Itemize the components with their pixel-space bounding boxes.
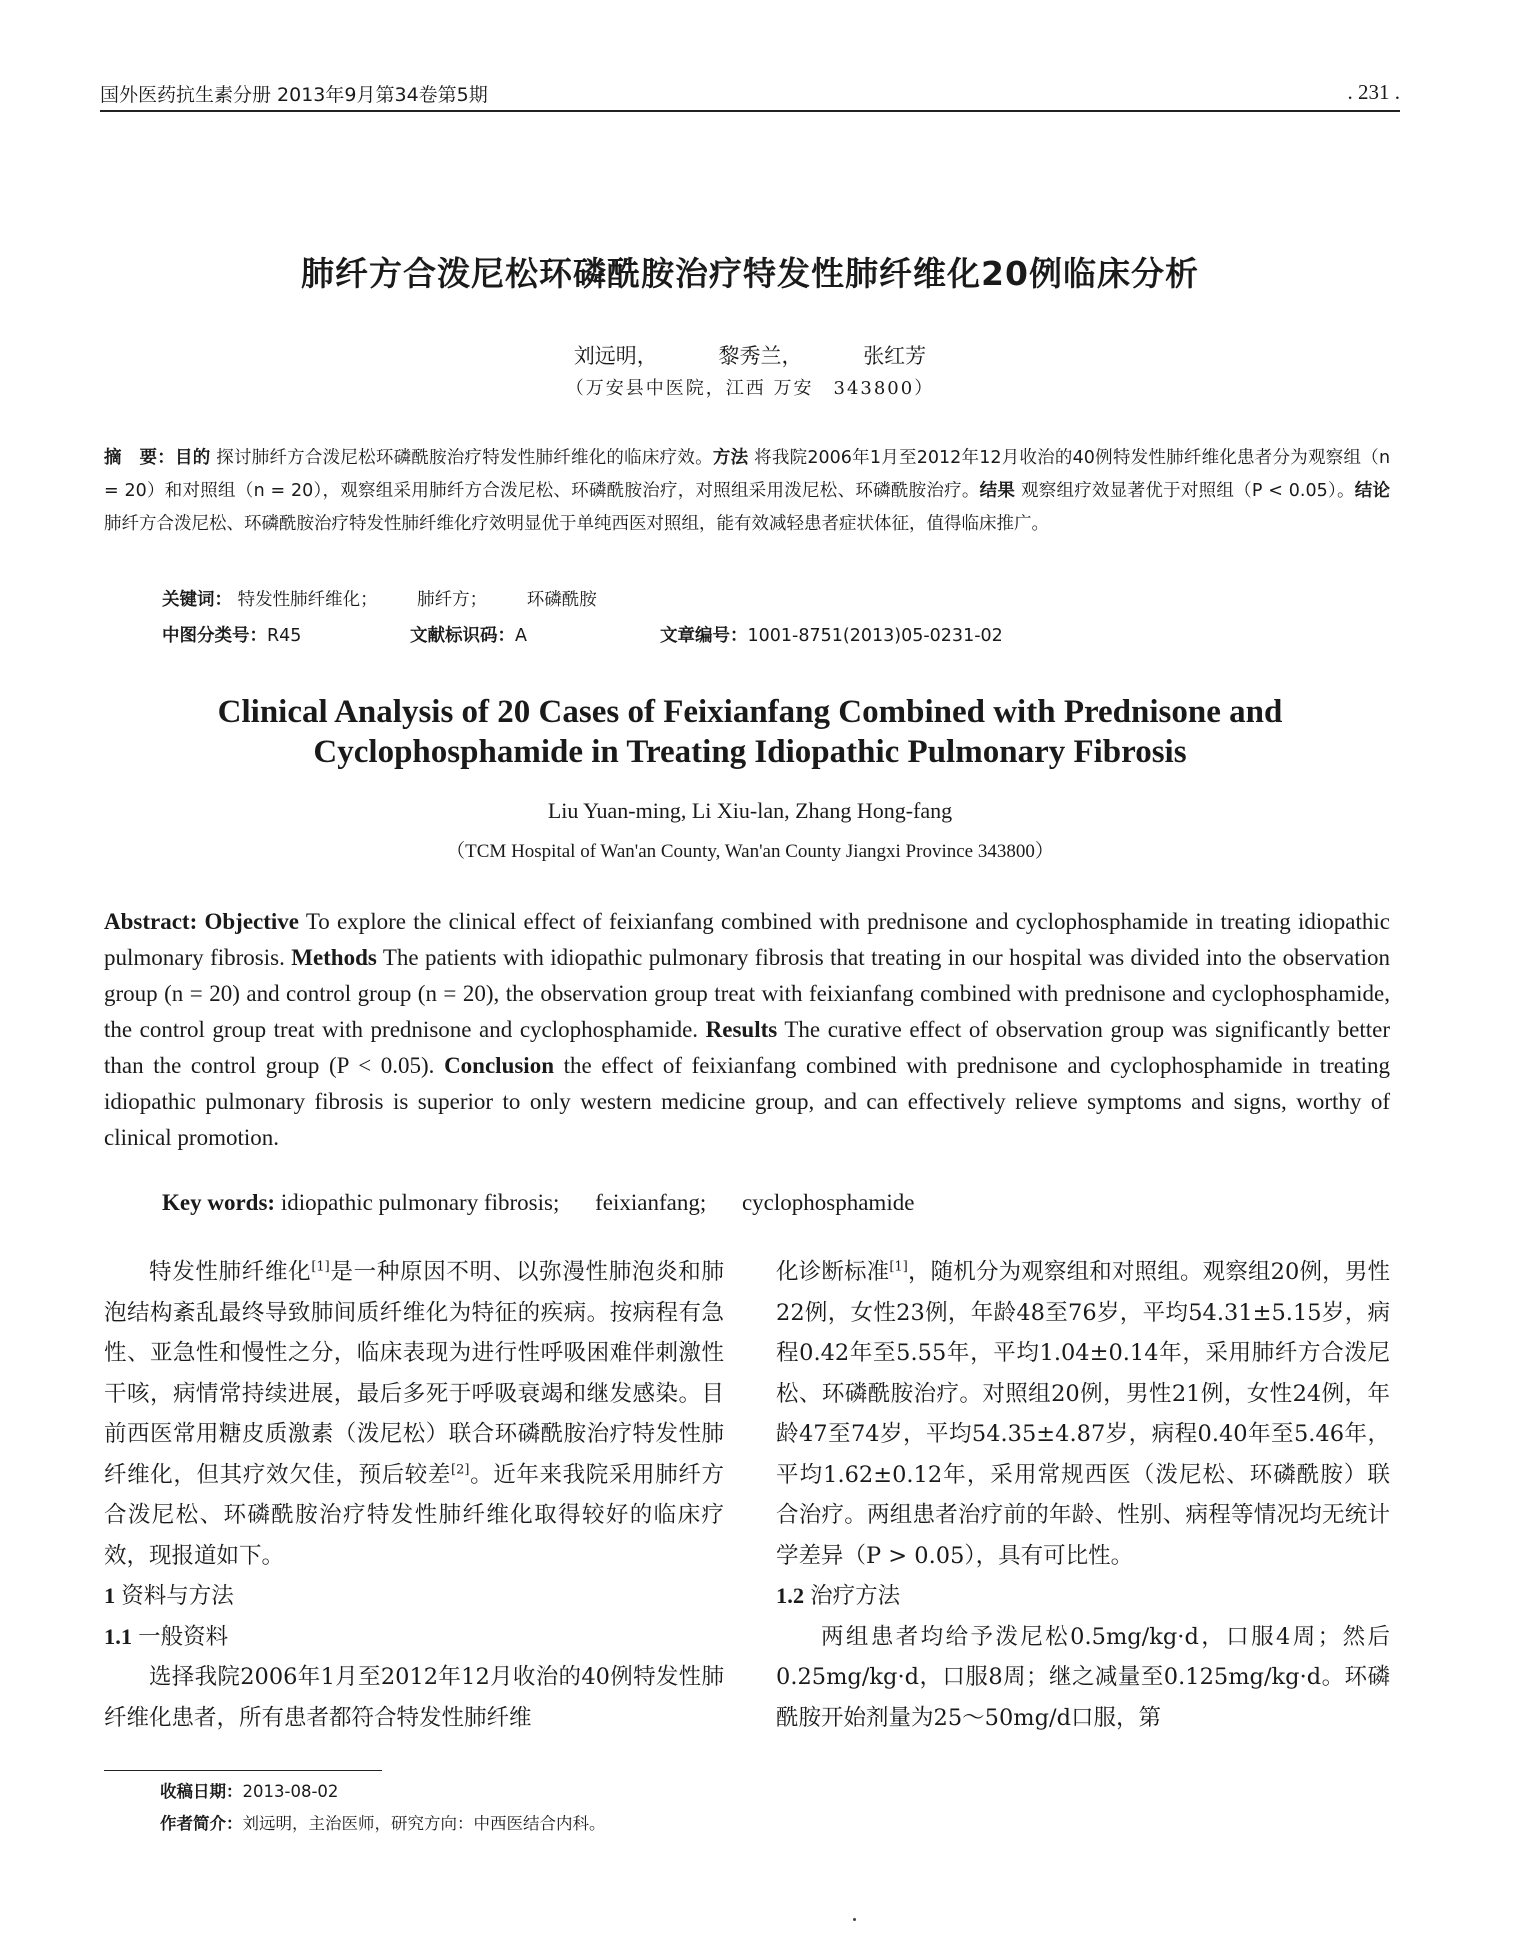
document-code: [410, 622, 527, 647]
citation-3: [1]: [889, 1259, 908, 1275]
en-results-label: Results: [705, 1017, 778, 1042]
en-conclusion-label: Conclusion: [444, 1053, 554, 1078]
results-text: 观察组疗效显著优于对照组（P < 0.05）。: [1015, 481, 1355, 501]
english-abstract: [104, 904, 1390, 1156]
english-title-line-2: Cyclophosphamide in Treating Idiopathic Pulmonary Fibrosis: [313, 734, 1187, 770]
section-1-1-paragraph: [104, 1657, 724, 1738]
intro-text-c: 。近年来我院采用肺纤方合泼尼松、环磷酰胺治疗特发性肺纤维化取得较好的临床疗效，现报道如下。: [104, 1461, 724, 1569]
section-1-1-text-a: 选择我院2006年1月至2012年12月收治的40例特发性肺纤维化患者，所有患者都符合特发性肺纤维: [104, 1664, 724, 1731]
section-1-1-continued: [776, 1252, 1390, 1576]
page-mark: [853, 1918, 856, 1921]
article-no-label: 文章编号：: [660, 626, 748, 646]
running-header: [100, 72, 1400, 112]
article-number: [660, 622, 1003, 647]
section-1-2-number: 1.2: [776, 1583, 805, 1608]
english-title-line-1: Clinical Analysis of 20 Cases of Feixianfang Combined with Prednisone and: [217, 694, 1283, 730]
methods-label: 方法: [712, 448, 749, 468]
keywords-label: 关键词：: [162, 590, 232, 610]
en-objective-text: To explore the clinical effect of feixianfang combined with prednisone and cyclophosphamide in treating idiopathic pulmonary fibrosis.: [104, 909, 1390, 970]
section-1-2-title: 治疗方法: [810, 1583, 901, 1609]
received-value: 2013-08-02: [242, 1782, 339, 1801]
en-keywords-label: Key words:: [162, 1190, 281, 1215]
author-2: 黎秀兰，: [718, 344, 803, 368]
keyword-3: 环磷酰胺: [526, 590, 597, 610]
footnote-rule: [104, 1770, 382, 1771]
author-bio-label: 作者简介：: [160, 1814, 243, 1833]
intro-paragraph: [104, 1252, 724, 1576]
chinese-abstract: [104, 442, 1390, 541]
body-column-left: [104, 1252, 724, 1738]
journal-name: 国外医药抗生素分册 2013年9月第34卷第5期: [100, 84, 488, 106]
keyword-1: 特发性肺纤维化；: [237, 590, 378, 610]
abstract-label: 摘 要：: [104, 448, 175, 468]
section-1-1-text-a-cont: 化诊断标准: [776, 1259, 890, 1285]
footnotes: [160, 1776, 1160, 1840]
intro-text-b: 是一种原因不明、以弥漫性肺泡炎和肺泡结构紊乱最终导致肺间质纤维化为特征的疾病。按病程有急性、亚急性和慢性之分，临床表现为进行性呼吸困难伴刺激性干咳，病情常持续进展，最后多死于呼吸衰竭和继发感染。目前西医常用糖皮质激素（泼尼松）联合环磷酰胺治疗特发性肺纤维化，但其疗效欠佳，预后较差: [104, 1259, 724, 1488]
author-3: 张红芳: [863, 344, 927, 368]
intro-text-a: 特发性肺纤维化: [149, 1259, 312, 1285]
english-authors: Liu Yuan-ming, Li Xiu-lan, Zhang Hong-fang: [547, 798, 953, 823]
citation-2: [2]: [451, 1462, 470, 1477]
chinese-authors: [100, 340, 1400, 370]
clc-code: [162, 622, 301, 647]
author-bio: [160, 1808, 1160, 1840]
keyword-2: 肺纤方；: [417, 590, 488, 610]
english-affiliation: （TCM Hospital of Wan'an County, Wan'an County Jiangxi Province 343800）: [446, 841, 1054, 862]
en-keyword-1: idiopathic pulmonary fibrosis;: [280, 1190, 560, 1215]
en-results-text: The curative effect of observation group was significantly better than the control group (P < 0.05).: [104, 1017, 1390, 1078]
body-column-right: [776, 1252, 1390, 1738]
doc-code-value: A: [515, 626, 527, 646]
received-label: 收稿日期：: [160, 1782, 243, 1801]
author-bio-value: 刘远明，主治医师，研究方向：中西医结合内科。: [242, 1814, 606, 1833]
section-1-1-heading: [104, 1617, 724, 1658]
section-1-2-paragraph: 两组患者均给予泼尼松0.5mg/kg·d，口服4周；然后0.25mg/kg·d，口服8周；继之减量至0.125mg/kg·d。环磷酰胺开始剂量为25～50mg/d口服，第: [776, 1623, 1390, 1731]
doc-code-label: 文献标识码：: [410, 626, 515, 646]
section-1-1-title: 一般资料: [138, 1623, 229, 1650]
clc-label: 中图分类号：: [162, 626, 267, 646]
en-objective-label: Objective: [204, 909, 300, 934]
section-1-heading: [104, 1576, 724, 1617]
chinese-affiliation: （万安县中医院，江西 万安 343800）: [565, 378, 935, 399]
author-1: 刘远明，: [573, 344, 658, 368]
chinese-keywords: [162, 586, 1392, 611]
en-keyword-3: cyclophosphamide: [741, 1190, 915, 1215]
section-1-title: 资料与方法: [121, 1583, 234, 1609]
citation-1: [1]: [311, 1259, 330, 1275]
received-date: [160, 1776, 1160, 1808]
en-keyword-2: feixianfang;: [595, 1190, 707, 1215]
en-conclusion-text: the effect of feixianfang combined with prednisone and cyclophosphamide in treating idiopathic pulmonary fibrosis is superior to only western medicine group, and can effectively relieve symptoms and signs, worthy of clinical promotion.: [104, 1053, 1390, 1150]
objective-text: 探讨肺纤方合泼尼松环磷酰胺治疗特发性肺纤维化的临床疗效。: [210, 448, 713, 468]
article-no-value: 1001-8751(2013)05-0231-02: [747, 626, 1003, 646]
en-methods-text: The patients with idiopathic pulmonary fibrosis that treating in our hospital was divided into the observation group (n = 20) and control group (n = 20), the observation group treat with feixianfang combined with prednisone and cyclophosphamide, the control group treat with prednisone and cyclophosphamide.: [104, 945, 1390, 1042]
section-1-2-heading: [776, 1576, 1390, 1617]
page-number: . 231 .: [1347, 80, 1400, 104]
clc-value: R45: [267, 626, 302, 646]
section-1-number: 1: [104, 1583, 116, 1608]
section-1-1-text-b: ，随机分为观察组和对照组。观察组20例，男性22例，女性23例，年龄48至76岁，平均54.31±5.15岁，病程0.42年至5.55年，平均1.04±0.14年，采用肺纤方合泼尼松、环磷酰胺治疗。对照组20例，男性21例，女性24例，年龄47至74岁，平均54.35±4.87岁，病程0.40年至5.46年，平均1.62±0.12年，采用常规西医（泼尼松、环磷酰胺）联合治疗。两组患者治疗前的年龄、性别、病程等情况均无统计学差异（P > 0.05），具有可比性。: [776, 1259, 1390, 1569]
conclusion-text: 肺纤方合泼尼松、环磷酰胺治疗特发性肺纤维化疗效明显优于单纯西医对照组，能有效减轻患者症状体征，值得临床推广。: [104, 514, 1049, 534]
chinese-title: 肺纤方合泼尼松环磷酰胺治疗特发性肺纤维化20例临床分析: [301, 254, 1199, 293]
en-methods-label: Methods: [291, 945, 377, 970]
objective-label: 目的: [174, 448, 211, 468]
results-label: 结果: [979, 481, 1016, 501]
conclusion-label: 结论: [1354, 481, 1391, 501]
en-abstract-label: Abstract:: [104, 909, 205, 934]
english-keywords: [162, 1190, 1392, 1216]
section-1-1-number: 1.1: [104, 1623, 133, 1649]
methods-text: 将我院2006年1月至2012年12月收治的40例特发性肺纤维化患者分为观察组（n = 20）和对照组（n = 20），观察组采用肺纤方合泼尼松、环磷酰胺治疗，对照组采用泼尼松、环磷酰胺治疗。: [104, 448, 1391, 501]
english-title: [100, 692, 1400, 772]
